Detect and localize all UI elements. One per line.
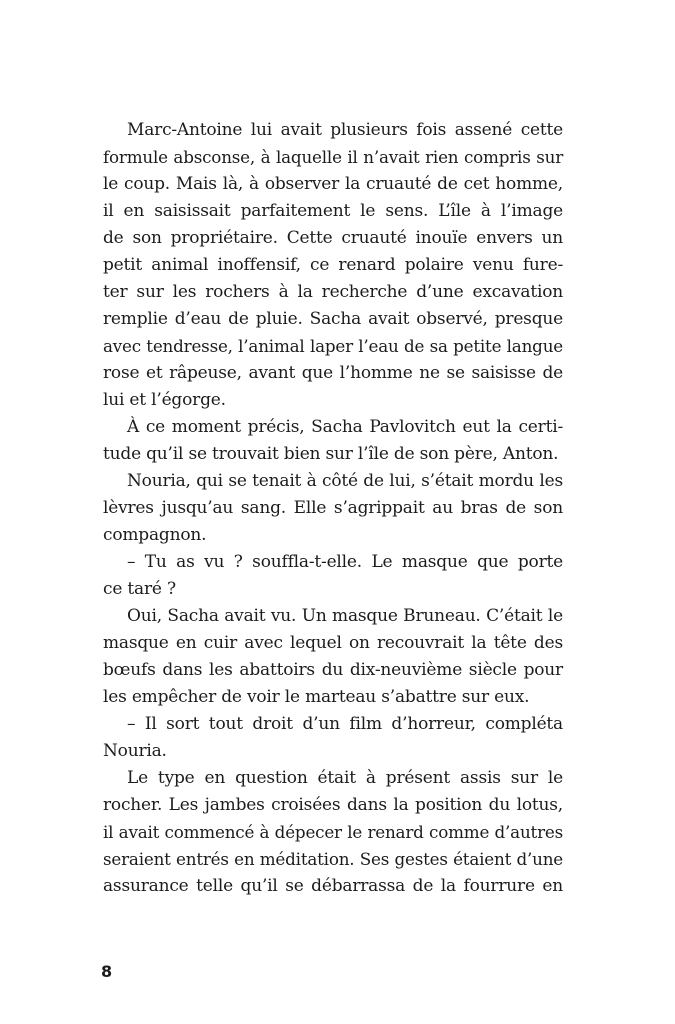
text-line: les empêcher de voir le marteau s’abattre sur eux. bbox=[103, 687, 530, 707]
text-line: ter sur les rochers à la recherche d’une excavation bbox=[103, 282, 563, 302]
text-line: rocher. Les jambes croisées dans la position du lotus, bbox=[103, 795, 563, 815]
text-line: – Il sort tout droit d’un film d’horreur, compléta bbox=[127, 714, 563, 734]
text-line: tude qu’il se trouvait bien sur l’île de son père, Anton. bbox=[103, 444, 559, 464]
text-line: Nouria, qui se tenait à côté de lui, s’était mordu les bbox=[127, 471, 563, 491]
text-line: assurance telle qu’il se débarrassa de la fourrure en bbox=[103, 876, 563, 896]
text-line: bœufs dans les abattoirs du dix-neuvième siècle pour bbox=[103, 660, 563, 680]
text-line: remplie d’eau de pluie. Sacha avait observé, presque bbox=[103, 309, 563, 329]
text-line: de son propriétaire. Cette cruauté inouïe envers un bbox=[103, 228, 563, 248]
text-line: compagnon. bbox=[103, 525, 207, 545]
text-line: petit animal inoffensif, ce renard polaire venu fure- bbox=[103, 255, 563, 275]
body-text bbox=[103, 117, 563, 900]
text-line: Marc-Antoine lui avait plusieurs fois assené cette bbox=[127, 120, 563, 140]
text-line: rose et râpeuse, avant que l’homme ne se saisisse de bbox=[103, 363, 563, 383]
text-line: seraient entrés en méditation. Ses gestes étaient d’une bbox=[103, 849, 563, 869]
text-line: il avait commencé à dépecer le renard comme d’autres bbox=[103, 822, 563, 842]
text-line: Nouria. bbox=[103, 741, 167, 761]
text-line: il en saisissait parfaitement le sens. L’île à l’image bbox=[103, 201, 563, 221]
page-number: 8 bbox=[101, 962, 113, 981]
text-line: ce taré ? bbox=[103, 579, 176, 599]
text-line: Le type en question était à présent assis sur le bbox=[127, 768, 563, 788]
text-line: – Tu as vu ? souffla-t-elle. Le masque que porte bbox=[127, 552, 563, 572]
text-line: À ce moment précis, Sacha Pavlovitch eut la certi- bbox=[127, 417, 563, 437]
text-line: le coup. Mais là, à observer la cruauté de cet homme, bbox=[103, 174, 563, 194]
text-line: Oui, Sacha avait vu. Un masque Bruneau. C’était le bbox=[127, 606, 563, 626]
text-line: lèvres jusqu’au sang. Elle s’agrippait au bras de son bbox=[103, 498, 563, 518]
text-line: lui et l’égorge. bbox=[103, 390, 226, 410]
text-line: avec tendresse, l’animal laper l’eau de sa petite langue bbox=[103, 336, 563, 356]
text-line: formule absconse, à laquelle il n’avait rien compris sur bbox=[103, 147, 563, 167]
text-line: masque en cuir avec lequel on recouvrait la tête des bbox=[103, 633, 563, 653]
